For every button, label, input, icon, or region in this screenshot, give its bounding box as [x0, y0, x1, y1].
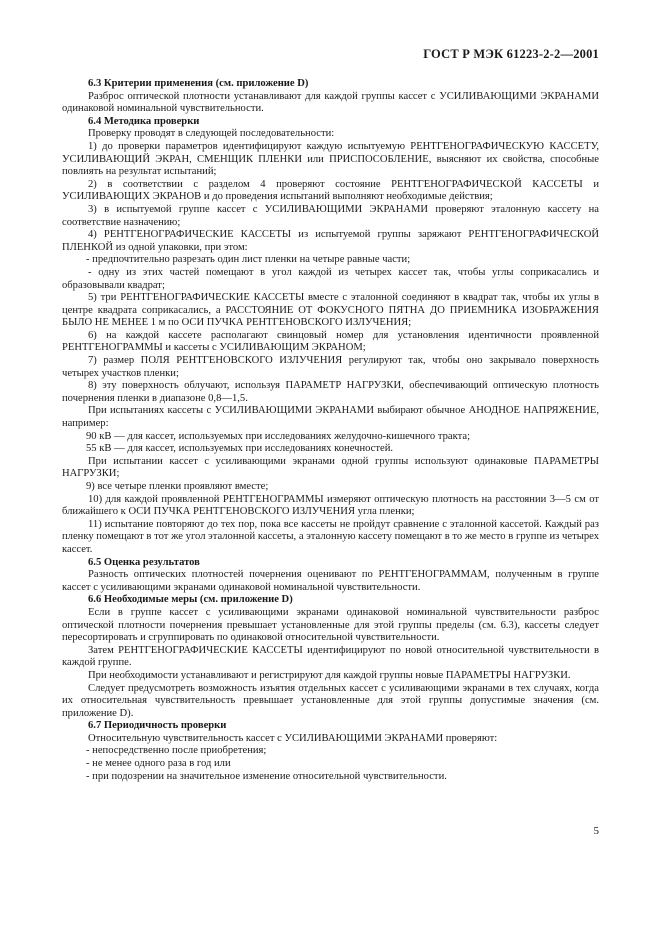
page-number: 5 — [593, 825, 599, 837]
paragraph: Следует предусмотреть возможность изъятия отдельных кассет с усиливающими экранами в тех случаях, когда их относительная чувствительность превышает установленные для этой группы допустимые значения (см. приложение D). — [62, 682, 599, 719]
paragraph: 7) размер ПОЛЯ РЕНТГЕНОВСКОГО ИЗЛУЧЕНИЯ регулируют так, чтобы оно закрывало поверхность четырех участков пленки; — [62, 355, 599, 379]
paragraph: Разброс оптической плотности устанавливают для каждой группы кассет с УСИЛИВАЮЩИМИ ЭКРАНАМИ одинаковой номинальной чувствительности. — [62, 90, 599, 115]
paragraph: 10) для каждой проявленной РЕНТГЕНОГРАММЫ измеряют оптическую плотность на расстоянии 3—5 см от ближайшего к ОСИ ПУЧКА РЕНТГЕНОВСКОГО ИЗЛУЧЕНИЯ угла пленки; — [62, 493, 599, 518]
paragraph: 6) на каждой кассете располагают свинцовый номер для установления идентичности проявленной РЕНТГЕНОГРАММЫ и кассеты с УСИЛИВАЮЩИМ ЭКРАНОМ; — [62, 329, 599, 354]
paragraph: Разность оптических плотностей почернения оценивают по РЕНТГЕНОГРАММАМ, полученным в группе кассет с усиливающими экранами одинаковой номинальной чувствительности. — [62, 569, 599, 593]
document-header: ГОСТ Р МЭК 61223-2-2—2001 — [423, 47, 599, 61]
list-item: 90 кВ — для кассет, используемых при исследованиях желудочно-кишечного тракта; — [86, 430, 471, 442]
paragraph: Затем РЕНТГЕНОГРАФИЧЕСКИЕ КАССЕТЫ идентифицируют по новой относительной чувствительности в каждой группе. — [62, 644, 599, 669]
paragraph: - одну из этих частей помещают в угол каждой из четырех кассет так, чтобы углы соприкасались и образовывали квадрат; — [62, 266, 599, 291]
list-item: - предпочтительно разрезать один лист пленки на четыре равные части; — [86, 254, 411, 266]
paragraph: 4) РЕНТГЕНОГРАФИЧЕСКИЕ КАССЕТЫ из испытуемой группы заряжают РЕНТГЕНОГРАФИЧЕСКОЙ ПЛЕНКОЙ из одной упаковки, при этом: — [62, 229, 599, 253]
paragraph: При необходимости устанавливают и регистрируют для каждой группы новые ПАРАМЕТРЫ НАГРУЗКИ. — [88, 669, 571, 681]
section-heading: 6.6 Необходимые меры (см. приложение D) — [88, 594, 293, 606]
paragraph: 11) испытание повторяют до тех пор, пока все кассеты не пройдут сравнение с эталонной кассетой. Каждый раз пленку помещают в тот же угол эталонной кассеты, а эталонную кассету помещают в то же место в группе из четырех кассет. — [62, 518, 599, 555]
paragraph: Относительную чувствительность кассет с УСИЛИВАЮЩИМИ ЭКРАНАМИ проверяют: — [88, 732, 498, 744]
section-heading: 6.5 Оценка результатов — [88, 556, 200, 568]
paragraph: 3) в испытуемой группе кассет с УСИЛИВАЮЩИМИ ЭКРАНАМИ проверяют эталонную кассету на соответствие назначению; — [62, 203, 599, 228]
section-heading: 6.7 Периодичность проверки — [88, 720, 227, 732]
paragraph: 1) до проверки параметров идентифицируют каждую испытуемую РЕНТГЕНОГРАФИЧЕСКУЮ КАССЕТУ, УСИЛИВАЮЩИЙ ЭКРАН, СМЕНЩИК ПЛЕНКИ или ПРИСПОСОБЛЕНИЕ, выясняют их свойства, способные повлиять на результат испытаний; — [62, 140, 599, 178]
list-item: - не менее одного раза в год или — [86, 758, 231, 770]
document-body — [62, 78, 599, 783]
paragraph: 2) в соответствии с разделом 4 проверяют состояние РЕНТГЕНОГРАФИЧЕСКОЙ КАССЕТЫ и УСИЛИВАЮЩИХ ЭКРАНОВ и до проведения испытаний выполняют необходимые действия; — [62, 178, 599, 203]
list-item: - непосредственно после приобретения; — [86, 745, 267, 757]
list-item: - при подозрении на значительное изменение относительной чувствительности. — [86, 770, 447, 782]
paragraph: 5) три РЕНТГЕНОГРАФИЧЕСКИЕ КАССЕТЫ вместе с эталонной соединяют в квадрат так, чтобы их углы в центре квадрата соприкасались, а РАССТОЯНИЕ ОТ ФОКУСНОГО ПЯТНА ДО ПРИЕМНИКА ИЗОБРАЖЕНИЯ БЫЛО НЕ МЕНЕЕ 1 м по ОСИ ПУЧКА РЕНТГЕНОВСКОГО ИЗЛУЧЕНИЯ; — [62, 292, 599, 329]
paragraph: Проверку проводят в следующей последовательности: — [88, 128, 335, 140]
list-item: 9) все четыре пленки проявляют вместе; — [86, 481, 269, 492]
paragraph: Если в группе кассет с усиливающими экранами одинаковой номинальной чувствительности разброс оптической плотности почернения превышает установленные для этой группы пределы (см. 6.3), кассеты следует пересортировать и сгруппировать по одинаковой относительной чувствительности. — [62, 606, 599, 644]
list-item: 55 кВ — для кассет, используемых при исследованиях конечностей. — [86, 443, 394, 455]
section-heading: 6.4 Методика проверки — [88, 115, 200, 127]
section-heading: 6.3 Критерии применения (см. приложение D) — [88, 78, 309, 89]
paragraph: При испытании кассет с усиливающими экранами одной группы используют одинаковые ПАРАМЕТРЫ НАГРУЗКИ; — [62, 455, 599, 480]
paragraph: 8) эту поверхность облучают, используя ПАРАМЕТР НАГРУЗКИ, обеспечивающий оптическую плотность почернения пленки в диапазоне 0,8—1,5. — [62, 380, 599, 404]
paragraph: При испытаниях кассеты с УСИЛИВАЮЩИМИ ЭКРАНАМИ выбирают обычное АНОДНОЕ НАПРЯЖЕНИЕ, например: — [62, 405, 599, 430]
